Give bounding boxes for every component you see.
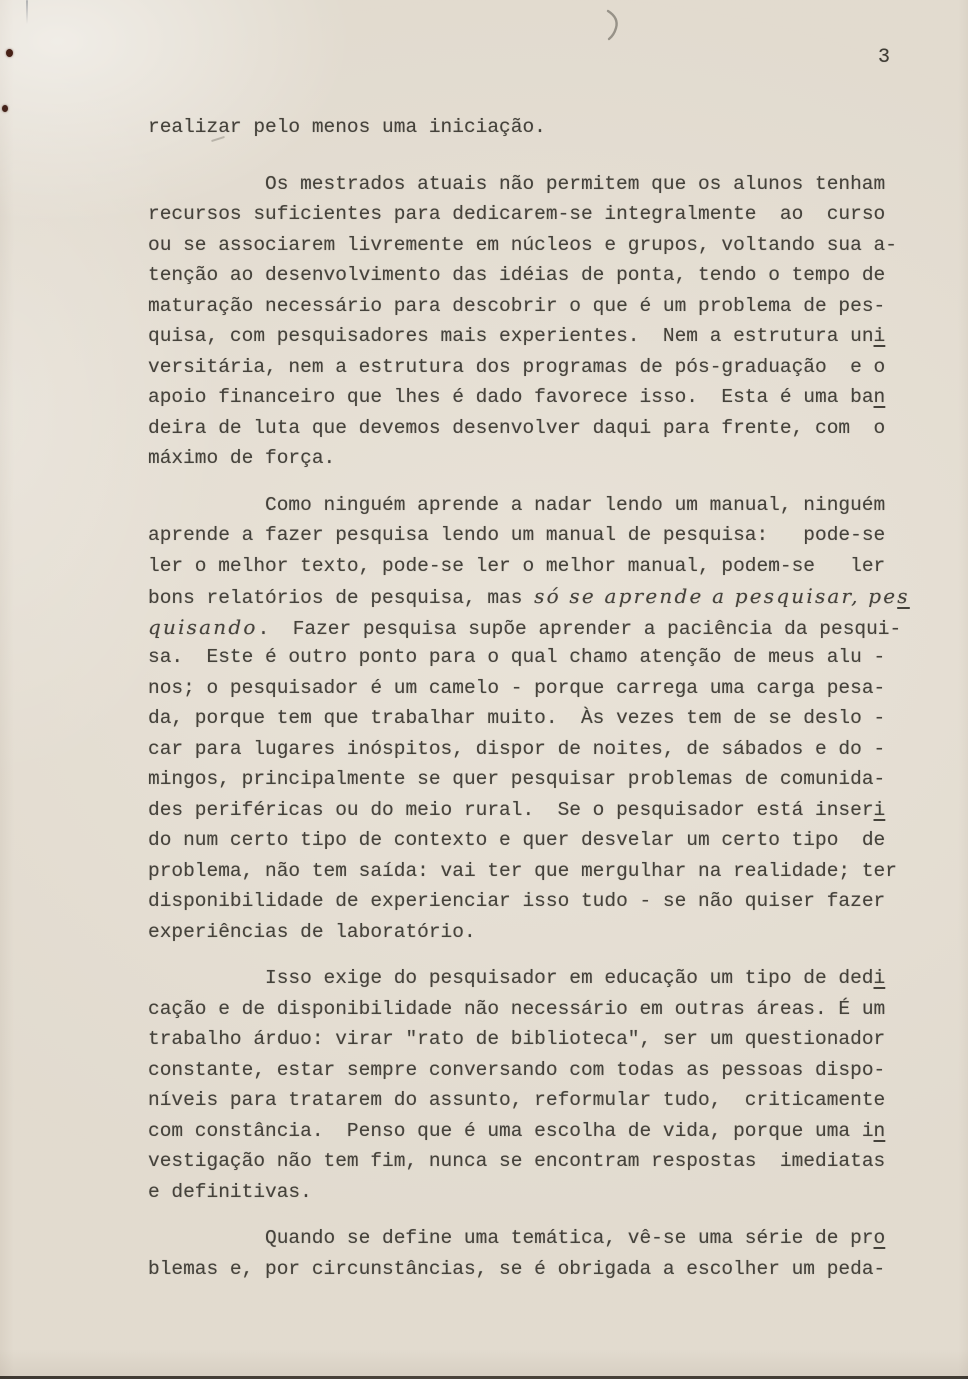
text-segment: cação e de disponibilidade não necessário em outras áreas. É um [148, 997, 886, 1020]
text-segment: problema, não tem saída: vai ter que mergulhar na realidade; ter [148, 859, 897, 882]
text-line [148, 352, 918, 383]
text-line [148, 673, 918, 704]
text-line [148, 260, 918, 291]
text-segment: ou se associarem livremente em núcleos e grupos, voltando sua a- [148, 233, 897, 256]
text-line [148, 581, 918, 612]
text-line [148, 382, 918, 413]
text-segment: mingos, principalmente se quer pesquisar problemas de comunida- [148, 768, 886, 790]
text-segment: n [873, 1119, 886, 1142]
text-line [148, 825, 918, 856]
text-segment: com constância. Penso que é uma escolha de vida, porque uma i [148, 1119, 874, 1142]
text-line [148, 1055, 918, 1086]
text-line [148, 1223, 918, 1254]
paragraph [148, 490, 918, 948]
text-line [148, 1177, 918, 1208]
text-line [148, 642, 918, 673]
text-line [148, 321, 918, 352]
page-number: 3 [878, 46, 891, 69]
text-segment: deira de luta que devemos desenvolver daqui para frente, com o [148, 416, 886, 439]
text-line [148, 112, 918, 143]
paragraph [148, 1223, 918, 1284]
text-segment: do num certo tipo de contexto e quer desvelar um certo tipo de [148, 829, 886, 851]
text-segment: bons relatórios de pesquisa, mas [148, 587, 535, 609]
text-segment: o [873, 1227, 886, 1249]
paragraph [148, 963, 918, 1207]
text-line [148, 551, 918, 582]
cursive-text-segment: s [897, 584, 910, 608]
text-line [148, 520, 918, 551]
ink-speck [2, 105, 8, 112]
text-segment: n [873, 386, 886, 408]
text-segment: car para lugares inóspitos, dispor de noites, de sábados e do - [148, 737, 886, 760]
text-segment: apoio financeiro que lhes é dado favorece isso. Esta é uma ba [148, 386, 874, 408]
text-line [148, 169, 918, 200]
text-segment: recursos suficientes para dedicarem-se integralmente ao curso [148, 203, 886, 225]
text-segment: realizar pelo menos uma iniciação. [148, 116, 546, 138]
paragraph [148, 112, 918, 143]
text-segment: i [873, 967, 886, 989]
text-segment: aprende a fazer pesquisa lendo um manual de pesquisa: pode-se [148, 524, 886, 546]
text-segment: . Fazer pesquisa supõe aprender a paciência da pesqui- [257, 617, 902, 640]
scan-streak [26, 0, 28, 24]
text-line [148, 1024, 918, 1055]
text-line [148, 443, 918, 474]
paragraph [148, 169, 918, 474]
text-segment: tenção ao desenvolvimento das idéias de ponta, tendo o tempo de [148, 264, 886, 286]
text-segment: máximo de força. [148, 447, 336, 469]
text-segment: constante, estar sempre conversando com todas as pessoas dispo- [148, 1058, 886, 1081]
text-segment: trabalho árduo: virar "rato de biblioteca", ser um questionador [148, 1028, 886, 1050]
text-line [148, 795, 918, 826]
document-text [148, 112, 918, 1284]
text-segment: e definitivas. [148, 1180, 312, 1203]
text-segment: nos; o pesquisador é um camelo - porque carrega uma carga pesa- [148, 676, 886, 699]
text-segment: vestigação não tem fim, nunca se encontram respostas imediatas [148, 1150, 886, 1172]
text-line [148, 1146, 918, 1177]
ink-speck [6, 49, 13, 57]
text-segment: versitária, nem a estrutura dos programas de pós-graduação e o [148, 355, 886, 378]
pen-paren-mark [604, 8, 624, 44]
text-segment: i [873, 798, 886, 821]
text-line [148, 994, 918, 1025]
text-line [148, 1254, 918, 1285]
cursive-text-segment: quisando [148, 614, 258, 639]
text-segment: sa. Este é outro ponto para o qual chamo atenção de meus alu - [148, 646, 886, 668]
text-segment: des periféricas ou do meio rural. Se o pesquisador está inser [148, 798, 874, 821]
text-line [148, 1085, 918, 1116]
text-line [148, 413, 918, 444]
text-segment: Quando se define uma temática, vê-se uma série de pr [265, 1227, 874, 1249]
text-line [148, 963, 918, 994]
text-line [148, 230, 918, 261]
text-line [148, 199, 918, 230]
text-line [148, 734, 918, 765]
text-line [148, 917, 918, 948]
text-segment: maturação necessário para descobrir o que é um problema de pes- [148, 294, 886, 317]
text-segment: experiências de laboratório. [148, 920, 476, 943]
text-line [148, 764, 918, 795]
text-segment: da, porque tem que trabalhar muito. Às vezes tem de se deslo - [148, 707, 886, 729]
text-segment: ler o melhor texto, pode-se ler o melhor manual, podem-se ler [148, 554, 886, 577]
text-segment: níveis para tratarem do assunto, reformular tudo, criticamente [148, 1089, 886, 1111]
text-segment: quisa, com pesquisadores mais experientes. Nem a estrutura un [148, 325, 874, 347]
text-line [148, 703, 918, 734]
text-segment: i [873, 325, 886, 347]
text-line [148, 612, 918, 643]
text-line [148, 1116, 918, 1147]
cursive-text-segment: só se aprende a pesquisar, pe [534, 584, 898, 608]
text-line [148, 856, 918, 887]
text-segment: blemas e, por circunstâncias, se é obrigada a escolher um peda- [148, 1257, 886, 1280]
text-segment: Como ninguém aprende a nadar lendo um manual, ninguém [265, 493, 886, 516]
text-segment: Os mestrados atuais não permitem que os alunos tenham [265, 172, 886, 195]
text-line [148, 886, 918, 917]
text-line [148, 490, 918, 521]
text-line [148, 291, 918, 322]
text-segment: disponibilidade de experienciar isso tudo - se não quiser fazer [148, 890, 886, 912]
text-segment: Isso exige do pesquisador em educação um tipo de ded [265, 967, 874, 989]
